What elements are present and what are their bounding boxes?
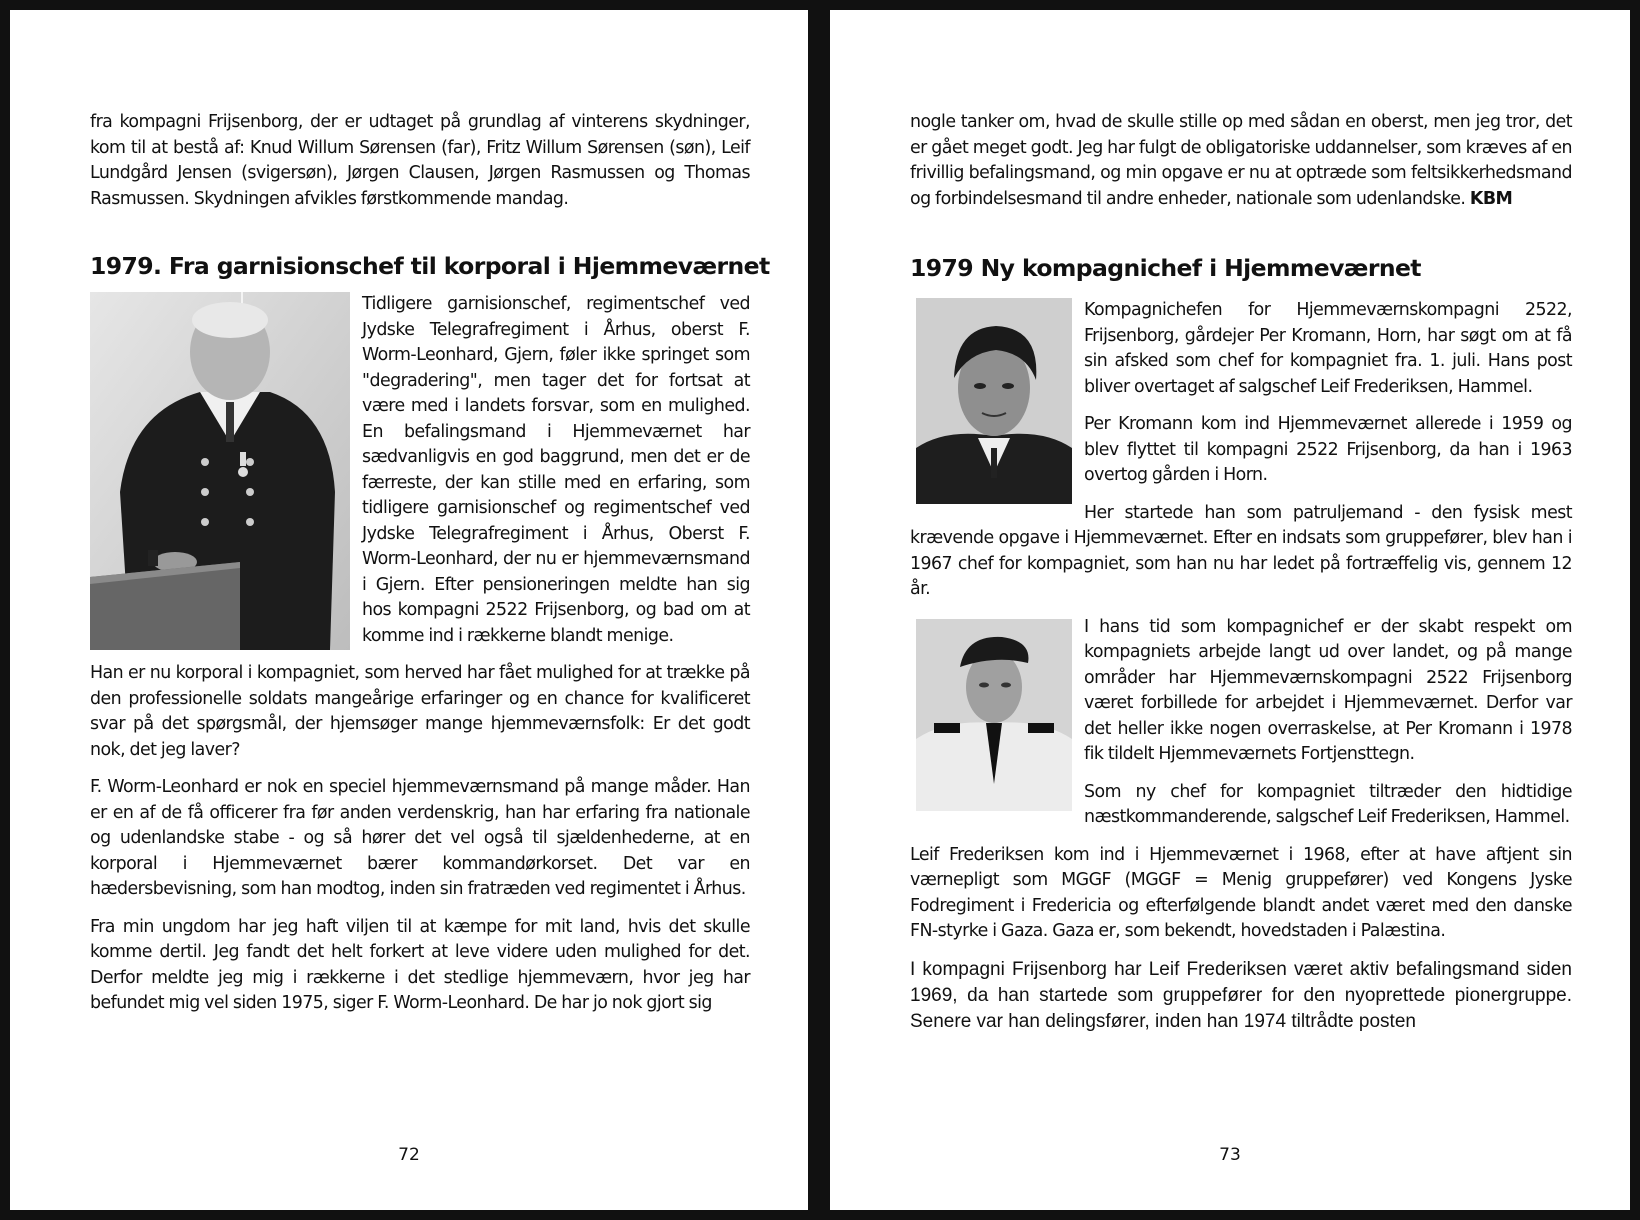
portrait-photo-uniformed-officer-icon <box>90 292 350 650</box>
page-left-content <box>90 110 770 1029</box>
left-heading: 1979. Fra garnisionschef til korporal i Hjemmeværnet <box>90 252 770 280</box>
left-paragraph-1: Tidligere garnisionschef, regimentschef ved Jydske Telegrafregiment i Århus, oberst F. Worm-Leonhard, Gjern, føler ikke springet som "degradering", men tager det for fortsat at være med i landets forsvar, som en mulighed. En befalingsmand i Hjemmeværnet har sædvanligvis en god baggrund, men det er de færreste, der kan stille med en erfaring, som tidligere garnisionschef og regimentschef ved Jydske Telegrafregiment i Århus, Oberst F. Worm-Leonhard, der nu er hjemmeværnsmand i Gjern. Efter pensioneringen meldte han sig hos kompagni 2522 Frijsenborg, og bad om at komme ind i rækkerne blandt menige. <box>362 294 750 646</box>
left-paragraph-2: Han er nu korporal i kompagniet, som herved har fået mulighed for at trække på den professionelle soldats mangeårige erfaringer og en chance for kvalificeret svar på det spørgsmål, der hjemsøger mange hjemmeværnsfolk: Er det godt nok, det jeg laver? <box>90 663 750 760</box>
right-paragraph-7: I kompagni Frijsenborg har Leif Frederiksen været aktiv befalingsmand siden 1969, da han startede som gruppefører for den nyoprettede pionergruppe. Senere var han delingsfører, inden han 1974 tiltrådte posten <box>910 958 1572 1032</box>
left-paragraph-3: F. Worm-Leonhard er nok en speciel hjemmeværnsmand på mange måder. Han er en af de få officerer fra før anden verdenskrig, han har erfaring fra nationale og udenlandske stabe - og så hører det vel også til sjældenhederne, at en korporal i Hjemmeværnet bærer kommandørkorset. Det var en hædersbevisning, som han modtog, inden sin fratræden ved regimentet i Århus. <box>90 777 750 899</box>
page-right-content <box>910 110 1572 1047</box>
left-intro-paragraph: fra kompagni Frijsenborg, der er udtaget på grundlag af vinterens skydninger, kom til at bestå af: Knud Willum Sørensen (far), Fritz Willum Sørensen (søn), Leif Lundgård Jensen (svigersøn), Jørgen Clausen, Jørgen Rasmussen og Thomas Rasmussen. Skydningen afvikles førstkommende mandag. <box>90 112 750 209</box>
left-page-number: 72 <box>398 1145 420 1165</box>
right-intro-paragraph <box>910 110 1572 212</box>
right-page-number: 73 <box>1219 1145 1241 1165</box>
portrait-photo-man-in-beret-icon <box>916 619 1072 811</box>
right-paragraph-4: I hans tid som kompagnichef er der skabt respekt om kompagniets arbejde langt ud over landet, og på mange områder har Hjemmeværnskompagni 2522 Frijsenborg været forbillede for arbejdet i Hjemmeværnet. Derfor var det heller ikke nogen overraskelse, at Per Kromann i 1978 fik tildelt Hjemmeværnets Fortjensttegn. <box>1084 616 1572 764</box>
page-left <box>10 10 808 1210</box>
right-paragraph-6: Leif Frederiksen kom ind i Hjemmeværnet i 1968, efter at have aftjent sin værnepligt som MGGF (MGGF = Menig gruppefører) ved Kongens Jyske Fodregiment i Fredericia og efterfølgende blandt andet været med den danske FN-styrke i Gaza. Gaza er, som bekendt, hovedstaden i Palæstina. <box>910 844 1572 941</box>
signature: KBM <box>1469 188 1513 209</box>
right-paragraph-5: Som ny chef for kompagniet tiltræder den hidtidige næstkommanderende, salgschef Leif Frederiksen, Hammel. <box>1084 781 1572 827</box>
right-intro-text: nogle tanker om, hvad de skulle stille op med sådan en oberst, men jeg tror, det er gået meget godt. Jeg har fulgt de obligatoriske uddannelser, som kræves af en frivillig befalingsmand, og min opgave er nu at optræde som feltsikkerhedsmand og forbindelsesmand til andre enheder, nationale som udenlandske. <box>910 112 1572 209</box>
left-paragraph-4: Fra min ungdom har jeg haft viljen til at kæmpe for mit land, hvis det skulle komme dertil. Jeg fandt det helt forkert at leve videre uden mulighed for det. Derfor meldte jeg mig i rækkerne i det stedlige hjemmeværn, hvor jeg har befundet mig vel siden 1975, siger F. Worm-Leonhard. De har jo nok gjort sig <box>90 916 750 1013</box>
portrait-photo-young-man-icon <box>916 298 1072 504</box>
right-paragraph-1: Kompagnichefen for Hjemmeværnskompagni 2522, Frijsenborg, gårdejer Per Kromann, Horn, har søgt om at få sin afsked som chef for kompagniet fra. 1. juli. Hans post bliver overtaget af salgschef Leif Frederiksen, Hammel. <box>1084 300 1572 397</box>
right-paragraph-2: Per Kromann kom ind Hjemmeværnet allerede i 1959 og blev flyttet til kompagni 2522 Frijsenborg, da han i 1963 overtog gården i Horn. <box>1084 414 1572 485</box>
right-heading: 1979 Ny kompagnichef i Hjemmeværnet <box>910 254 1421 282</box>
right-paragraph-3: Her startede han som patruljemand - den fysisk mest krævende opgave i Hjemmeværnet. Efter en indsats som gruppefører, blev han i 1967 chef for kompagniet, som han nu har ledet på fortræffelig vis, gennem 12 år. <box>910 502 1572 599</box>
page-right <box>830 10 1630 1210</box>
